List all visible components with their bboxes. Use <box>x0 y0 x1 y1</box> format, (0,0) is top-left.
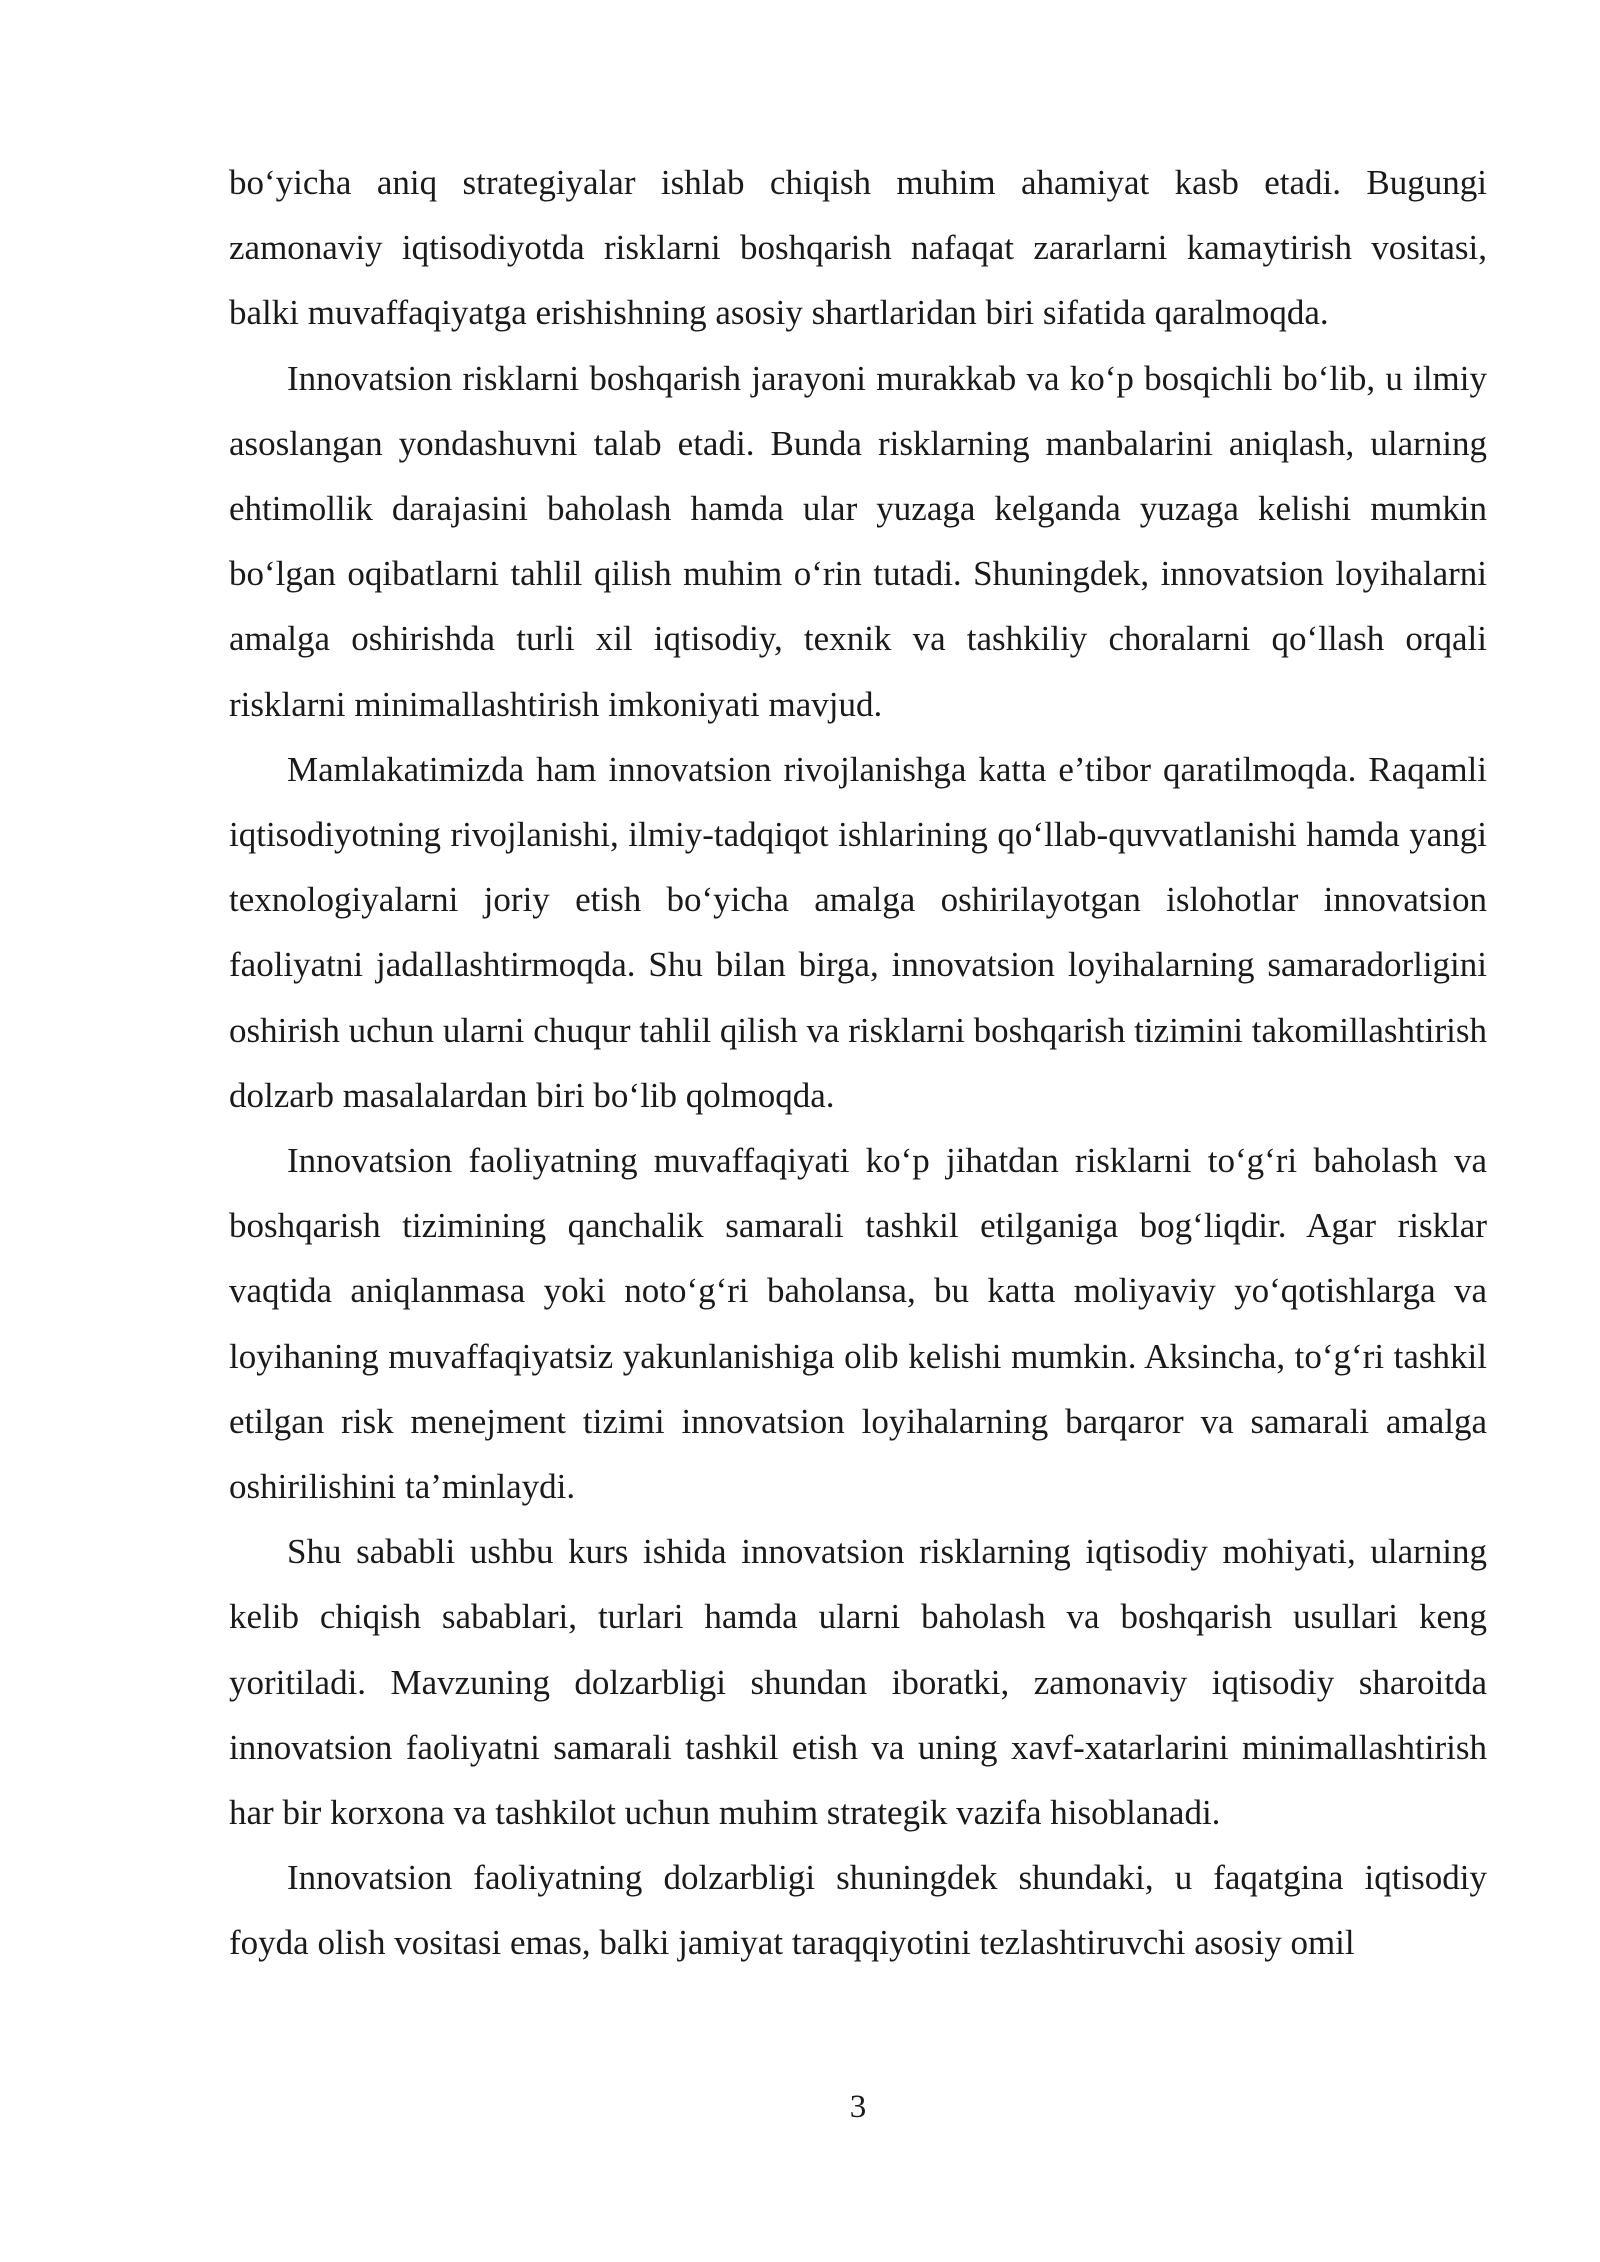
paragraph-1: bo‘yicha aniq strategiyalar ishlab chiqish muhim ahamiyat kasb etadi. Bugungi zamonaviy iqtisodiyotda risklarni boshqarish nafaqat zararlarni kamaytirish vositasi, balki muvaffaqiyatga erishishning asosiy shartlaridan biri sifatida qaralmoqda. <box>229 163 1487 333</box>
body-text <box>229 150 1487 1976</box>
page-number: 3 <box>849 2089 867 2125</box>
paragraph-5: Shu sababli ushbu kurs ishida innovatsion risklarning iqtisodiy mohiyati, ularning kelib chiqish sabablari, turlari hamda ularni baholash va boshqarish usullari keng yoritiladi. Mavzuning dolzarbligi shundan iboratki, zamonaviy iqtisodiy sharoitda innovatsion faoliyatni samarali tashkil etish va uning xavf-xatarlarini minimallashtirish har bir korxona va tashkilot uchun muhim strategik vazifa hisoblanadi. <box>229 1532 1487 1833</box>
paragraph-2: Innovatsion risklarni boshqarish jarayoni murakkab va ko‘p bosqichli bo‘lib, u ilmiy asoslangan yondashuvni talab etadi. Bunda risklarning manbalarini aniqlash, ularning ehtimollik darajasini baholash hamda ular yuzaga kelganda yuzaga kelishi mumkin bo‘lgan oqibatlarni tahlil qilish muhim o‘rin tutadi. Shuningdek, innovatsion loyihalarni amalga oshirishda turli xil iqtisodiy, texnik va tashkiliy choralarni qo‘llash orqali risklarni minimallashtirish imkoniyati mavjud. <box>229 358 1487 724</box>
paragraph-3: Mamlakatimizda ham innovatsion rivojlanishga katta e’tibor qaratilmoqda. Raqamli iqtisodiyotning rivojlanishi, ilmiy-tadqiqot ishlarining qo‘llab-quvvatlanishi hamda yangi texnologiyalarni joriy etish bo‘yicha amalga oshirilayotgan islohotlar innovatsion faoliyatni jadallashtirmoqda. Shu bilan birga, innovatsion loyihalarning samaradorligini oshirish uchun ularni chuqur tahlil qilish va risklarni boshqarish tizimini takomillashtirish dolzarb masalalardan biri bo‘lib qolmoqda. <box>229 749 1487 1115</box>
paragraph-4: Innovatsion faoliyatning muvaffaqiyati ko‘p jihatdan risklarni to‘g‘ri baholash va boshqarish tizimining qanchalik samarali tashkil etilganiga bog‘liqdir. Agar risklar vaqtida aniqlanmasa yoki noto‘g‘ri baholansa, bu katta moliyaviy yo‘qotishlarga va loyihaning muvaffaqiyatsiz yakunlanishiga olib kelishi mumkin. Aksincha, to‘g‘ri tashkil etilgan risk menejment tizimi innovatsion loyihalarning barqaror va samarali amalga oshirilishini ta’minlaydi. <box>229 1141 1487 1507</box>
paragraph-6: Innovatsion faoliyatning dolzarbligi shuningdek shundaki, u faqatgina iqtisodiy foyda olish vositasi emas, balki jamiyat taraqqiyotini tezlashtiruvchi asosiy omil <box>229 1858 1487 1963</box>
